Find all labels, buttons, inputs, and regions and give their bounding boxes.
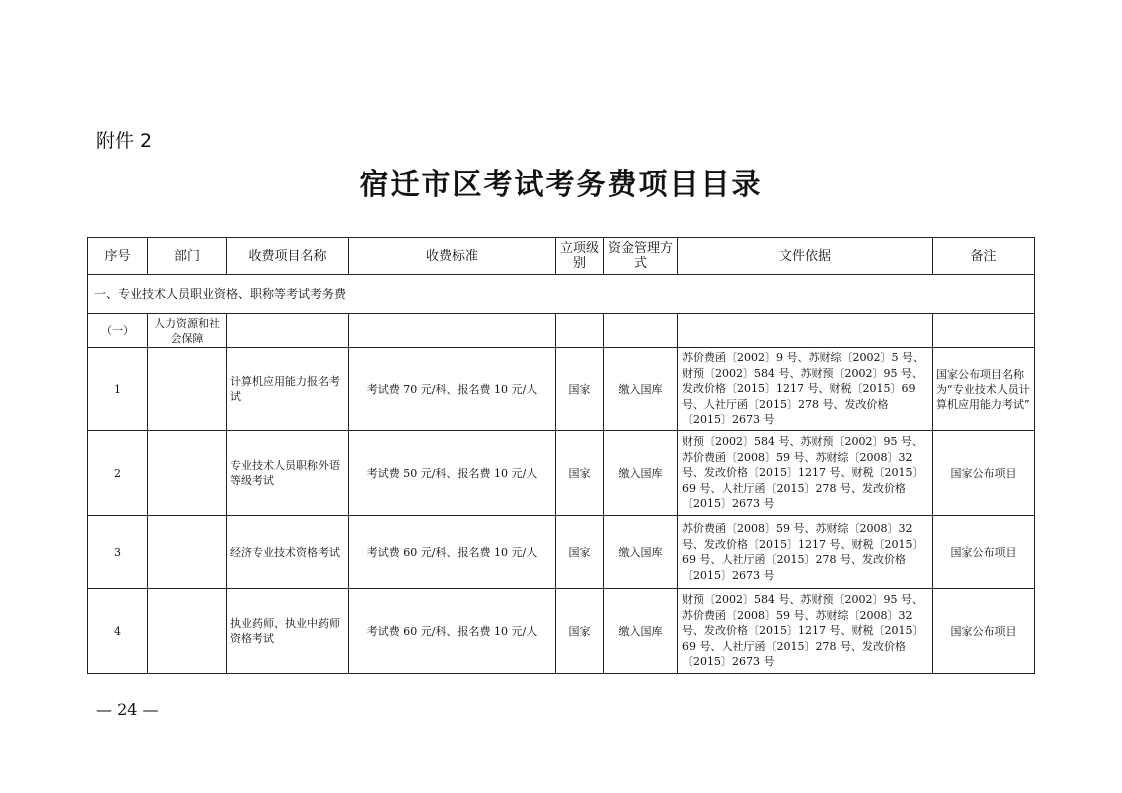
row-fund: 缴入国库: [604, 589, 678, 674]
row-note: 国家公布项目: [933, 516, 1035, 589]
row-index: 1: [88, 348, 148, 431]
row-index: 2: [88, 431, 148, 516]
dept-index: （一）: [88, 314, 148, 348]
row-dept: [148, 516, 227, 589]
row-level: 国家: [556, 516, 604, 589]
table-row: [88, 348, 1035, 431]
row-level: 国家: [556, 348, 604, 431]
table-row: [88, 516, 1035, 589]
row-level: 国家: [556, 589, 604, 674]
header-dept: 部门: [148, 238, 227, 275]
row-index: 4: [88, 589, 148, 674]
row-basis: 财预〔2002〕584 号、苏财预〔2002〕95 号、苏价费函〔2008〕59 号、苏财综〔2008〕32 号、发改价格〔2015〕1217 号、财税〔2015〕69 号、人社厅函〔2015〕278 号、发改价格〔2015〕2673 号: [678, 431, 933, 516]
fee-table: [87, 237, 1035, 674]
empty-cell: [933, 314, 1035, 348]
row-index: 3: [88, 516, 148, 589]
dept-name: 人力资源和社会保障: [148, 314, 227, 348]
attachment-label: 附件 2: [96, 130, 153, 152]
empty-cell: [604, 314, 678, 348]
row-fund: 缴入国库: [604, 348, 678, 431]
empty-cell: [227, 314, 349, 348]
page-number: — 24 —: [96, 700, 159, 719]
row-item: 经济专业技术资格考试: [227, 516, 349, 589]
row-note: 国家公布项目名称为“专业技术人员计算机应用能力考试”: [933, 348, 1035, 431]
row-basis: 财预〔2002〕584 号、苏财预〔2002〕95 号、苏价费函〔2008〕59 号、苏财综〔2008〕32 号、发改价格〔2015〕1217 号、财税〔2015〕69 号、人社厅函〔2015〕278 号、发改价格〔2015〕2673 号: [678, 589, 933, 674]
section-title: 一、专业技术人员职业资格、职称等考试考务费: [88, 275, 1035, 314]
header-fund: 资金管理方式: [604, 238, 678, 275]
header-note: 备注: [933, 238, 1035, 275]
empty-cell: [349, 314, 556, 348]
row-fund: 缴入国库: [604, 516, 678, 589]
row-item: 计算机应用能力报名考试: [227, 348, 349, 431]
row-note: 国家公布项目: [933, 589, 1035, 674]
row-dept: [148, 431, 227, 516]
dept-row: [88, 314, 1035, 348]
row-level: 国家: [556, 431, 604, 516]
table-row: [88, 589, 1035, 674]
row-dept: [148, 589, 227, 674]
page-title: 宿迁市区考试考务费项目目录: [359, 167, 763, 201]
row-dept: [148, 348, 227, 431]
table-header-row: [88, 238, 1035, 275]
table-row: [88, 431, 1035, 516]
row-basis: 苏价费函〔2002〕9 号、苏财综〔2002〕5 号、财预〔2002〕584 号、苏财预〔2002〕95 号、发改价格〔2015〕1217 号、财税〔2015〕69 号、人社厅函〔2015〕278 号、发改价格〔2015〕2673 号: [678, 348, 933, 431]
header-level: 立项级别: [556, 238, 604, 275]
row-standard: 考试费 70 元/科、报名费 10 元/人: [349, 348, 556, 431]
empty-cell: [678, 314, 933, 348]
row-standard: 考试费 60 元/科、报名费 10 元/人: [349, 589, 556, 674]
header-index: 序号: [88, 238, 148, 275]
row-item: 执业药师、执业中药师资格考试: [227, 589, 349, 674]
row-standard: 考试费 50 元/科、报名费 10 元/人: [349, 431, 556, 516]
row-item: 专业技术人员职称外语等级考试: [227, 431, 349, 516]
row-standard: 考试费 60 元/科、报名费 10 元/人: [349, 516, 556, 589]
section-row: [88, 275, 1035, 314]
header-standard: 收费标准: [349, 238, 556, 275]
empty-cell: [556, 314, 604, 348]
row-note: 国家公布项目: [933, 431, 1035, 516]
header-basis: 文件依据: [678, 238, 933, 275]
header-item: 收费项目名称: [227, 238, 349, 275]
row-fund: 缴入国库: [604, 431, 678, 516]
row-basis: 苏价费函〔2008〕59 号、苏财综〔2008〕32 号、发改价格〔2015〕1217 号、财税〔2015〕69 号、人社厅函〔2015〕278 号、发改价格〔2015〕2673 号: [678, 516, 933, 589]
